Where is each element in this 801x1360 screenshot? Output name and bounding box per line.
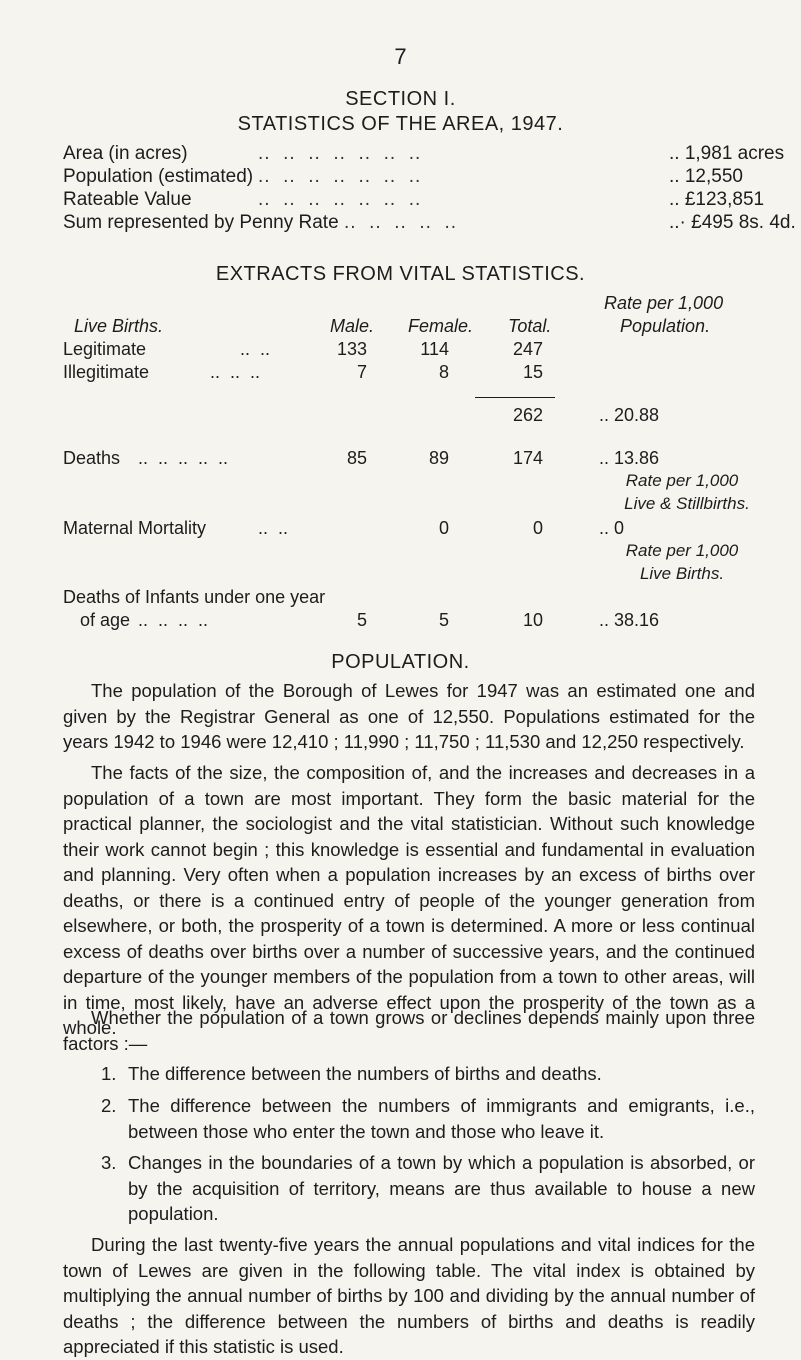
maternal-rate-note: Rate per 1,000 (625, 471, 739, 490)
list-text: The difference between the numbers of births and deaths. (128, 1063, 602, 1084)
population-label: Population (estimated) (63, 166, 254, 187)
illegitimate-female: 8 (438, 362, 449, 382)
rate-header: Rate per 1,000 (604, 293, 724, 313)
leader-dots: .. .. .. .. .. .. .. (258, 143, 422, 164)
infant-rate-note: Rate per 1,000 (625, 541, 739, 560)
area-statistics-title: STATISTICS OF THE AREA, 1947. (237, 113, 564, 135)
population-header: Population. (620, 316, 711, 336)
maternal-rate-note: Live & Stillbirths. (624, 494, 750, 513)
illegitimate-male: 7 (356, 362, 367, 382)
infant-rate-note: Live Births. (639, 564, 725, 583)
leader-dots: .. .. (240, 339, 271, 359)
maternal-rate: .. 0 (599, 518, 625, 538)
deaths-female: 89 (428, 448, 449, 468)
total-header: Total. (508, 316, 552, 336)
area-value: .. 1,981 acres (669, 143, 785, 164)
legitimate-male: 133 (336, 339, 367, 359)
section-title: SECTION I. (345, 88, 456, 110)
vital-statistics-title: EXTRACTS FROM VITAL STATISTICS. (215, 263, 586, 285)
infant-mortality-rate: .. 38.16 (599, 610, 660, 630)
list-number: 2. (101, 1095, 117, 1116)
leader-dots: .. .. (258, 518, 289, 538)
deaths-total: 174 (512, 448, 543, 468)
penny-rate-label: Sum represented by Penny Rate (63, 212, 339, 233)
deaths-label: Deaths (63, 448, 121, 468)
list-text: Changes in the boundaries of a town by which a population is absorbed, or by the acquisition of territory, means are thus available to house a new population. (128, 1152, 755, 1224)
infant-deaths-male: 5 (356, 610, 367, 630)
legitimate-label: Legitimate (63, 339, 147, 359)
legitimate-total: 247 (512, 339, 543, 359)
deaths-male: 85 (346, 448, 367, 468)
page-number: 7 (394, 44, 407, 69)
maternal-total: 0 (532, 518, 543, 538)
maternal-mortality-label: Maternal Mortality (63, 518, 207, 538)
list-number: 3. (101, 1152, 117, 1173)
male-header: Male. (330, 316, 375, 336)
maternal-female: 0 (438, 518, 449, 538)
leader-dots: .. .. .. (210, 362, 261, 382)
rateable-value: .. £123,851 (669, 189, 765, 210)
leader-dots: .. .. .. .. .. .. .. (258, 189, 422, 210)
list-text: The difference between the numbers of immigrants and emigrants, i.e., between those who enter the town and those who leave it. (128, 1095, 755, 1142)
live-births-header: Live Births. (74, 316, 164, 336)
total-rule (475, 397, 555, 398)
leader-dots: .. .. .. .. .. (344, 212, 458, 233)
births-total: 262 (512, 405, 543, 425)
death-rate: .. 13.86 (599, 448, 660, 468)
rateable-value-label: Rateable Value (63, 189, 192, 210)
infant-deaths-label: of age (80, 610, 131, 630)
population-value: .. 12,550 (669, 166, 743, 187)
paragraph: The population of the Borough of Lewes for 1947 was an estimated one and given by the Registrar General as one of 12,550. Populations estimated for the years 1942 to 1946 were 12,410 ; 11,990 ; 11,750 ; 11,530 and 12,250 respectively. (63, 680, 755, 752)
birth-rate: .. 20.88 (599, 405, 660, 425)
paragraph: The facts of the size, the composition of, and the increases and decreases in a population of a town are most important. They form the basic material for the practical planner, the sociologist and the vital statistician. Without such knowledge their work cannot begin ; this knowledge is essential and fundamental in evaluation and planning. Very often when a population increases by an excess of births over deaths, or there is a continued entry of people of the younger generation from elsewhere, or both, the prosperity of a town is determined. A more or less continual excess of deaths over births over a number of successive years, and the continued departure of the younger members of the population from a town to other areas, will in time, most likely, have an adverse effect upon the prosperity of the town as a whole. (63, 762, 755, 1038)
leader-dots: .. .. .. .. .. .. .. (258, 166, 422, 187)
list-number: 1. (101, 1063, 117, 1084)
leader-dots: .. .. .. .. .. (138, 448, 229, 468)
leader-dots: .. .. .. .. (138, 610, 209, 630)
infant-deaths-label: Deaths of Infants under one year (63, 587, 326, 607)
population-heading: POPULATION. (331, 651, 470, 673)
illegitimate-label: Illegitimate (63, 362, 150, 382)
penny-rate-value: ..· £495 8s. 4d. (669, 212, 796, 233)
female-header: Female. (408, 316, 474, 336)
area-label: Area (in acres) (63, 143, 188, 164)
infant-deaths-total: 10 (522, 610, 543, 630)
paragraph: During the last twenty-five years the annual populations and vital indices for the town of Lewes are given in the following table. The vital index is obtained by multiplying the annual number of births by 100 and dividing by the annual number of deaths ; the difference between the numbers of births and deaths is readily appreciated if this statistic is used. (63, 1234, 755, 1357)
illegitimate-total: 15 (522, 362, 543, 382)
paragraph: Whether the population of a town grows or declines depends mainly upon three factors :— (63, 1007, 755, 1054)
infant-deaths-female: 5 (438, 610, 449, 630)
legitimate-female: 114 (420, 339, 449, 359)
